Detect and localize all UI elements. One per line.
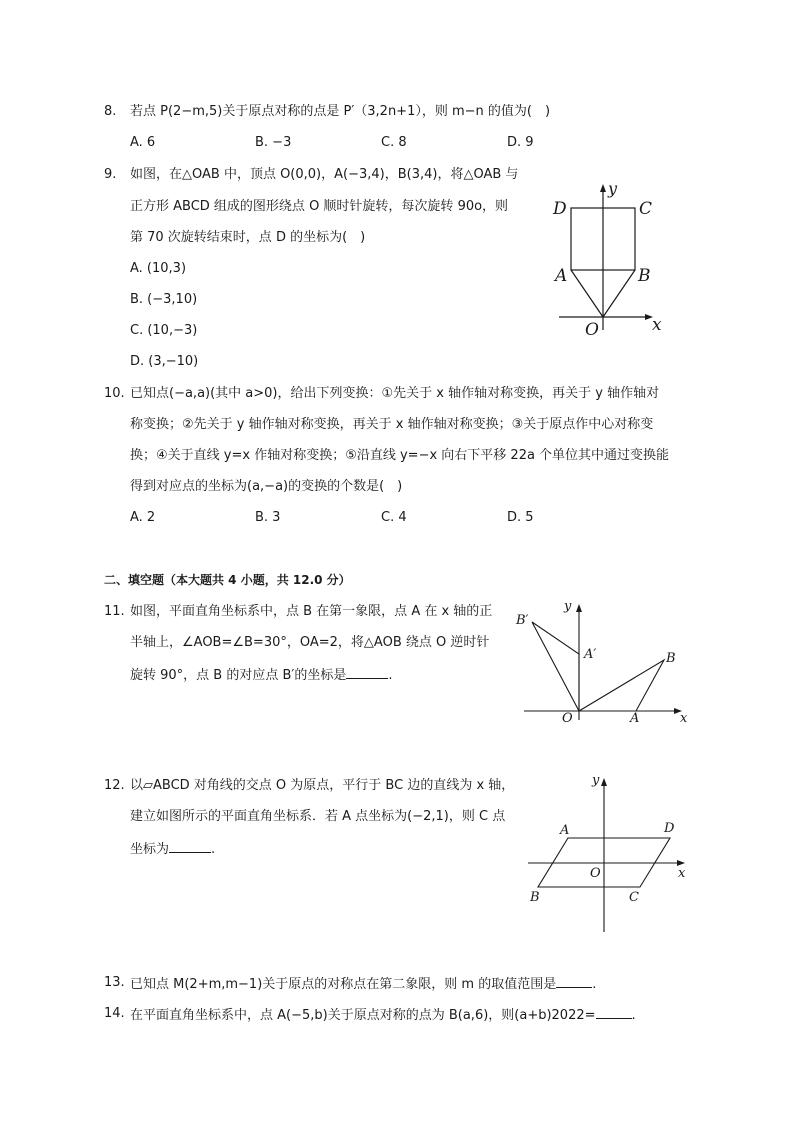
q9-label-o: O xyxy=(585,320,599,340)
question-9-line-1: 如图，在△OAB 中，顶点 O(0,0)，A(−3,4)，B(3,4)，将△OAB 与 xyxy=(130,167,519,182)
question-9-line-3: 第 70 次旋转结束时，点 D 的坐标为( ) xyxy=(130,230,366,245)
q11-figure xyxy=(512,596,692,732)
question-number-8: 8. xyxy=(104,104,117,119)
q10-option-a: A. 2 xyxy=(130,510,156,525)
q12-label-y: y xyxy=(592,773,600,788)
q10-option-b: B. 3 xyxy=(255,510,281,525)
question-14-stem xyxy=(130,1004,636,1026)
question-10-line-1: 已知点(−a,a)(其中 a>0)，给出下列变换：①先关于 x 轴作轴对称变换，再关于 y 轴作轴对 xyxy=(130,386,660,401)
q11-triangle-aob xyxy=(579,660,664,711)
q11-label-bprime: B′ xyxy=(516,613,529,628)
q13-answer-blank[interactable] xyxy=(556,973,592,988)
q11-y-arrow-icon xyxy=(576,604,582,612)
q11-label-b: B xyxy=(666,651,676,666)
question-number-12: 12. xyxy=(104,778,125,793)
question-number-13: 13. xyxy=(104,975,125,990)
q11-label-x: x xyxy=(680,711,688,726)
q13-tail: . xyxy=(592,977,597,992)
q12-label-c: C xyxy=(629,890,639,905)
q11-label-a: A xyxy=(630,711,640,726)
q9-option-c: C. (10,−3) xyxy=(130,323,198,338)
section-fill-in-title: 二、填空题（本大题共 4 小题，共 12.0 分） xyxy=(104,573,351,587)
q11-label-y: y xyxy=(564,599,572,614)
q8-option-c: C. 8 xyxy=(381,135,407,150)
q9-figure xyxy=(545,178,675,340)
q12-label-x: x xyxy=(678,866,686,881)
q11-label-aprime: A′ xyxy=(584,647,597,662)
question-10-line-4: 得到对应点的坐标为(a,−a)的变换的个数是( ) xyxy=(130,479,403,494)
q9-option-d: D. (3,−10) xyxy=(130,354,199,369)
question-12-line-1: 以▱ABCD 对角线的交点 O 为原点，平行于 BC 边的直线为 x 轴， xyxy=(130,778,515,793)
q11-tail: . xyxy=(388,668,393,683)
q9-label-c: C xyxy=(639,199,653,219)
q11-answer-blank[interactable] xyxy=(346,664,388,679)
question-11-line-3-text: 旋转 90°，点 B 的对应点 B′的坐标是 xyxy=(130,668,347,683)
question-number-11: 11. xyxy=(104,604,125,619)
q12-tail: . xyxy=(211,842,216,857)
question-13-stem xyxy=(130,973,596,995)
question-12-line-3-text: 坐标为 xyxy=(130,842,170,857)
question-number-10: 10. xyxy=(104,386,125,401)
q12-label-o: O xyxy=(590,866,601,881)
q10-option-c: C. 4 xyxy=(381,510,407,525)
q8-option-d: D. 9 xyxy=(507,135,534,150)
q12-y-arrow-icon xyxy=(601,778,607,786)
q14-tail: . xyxy=(631,1008,636,1023)
question-8-stem: 若点 P(2−m,5)关于原点对称的点是 P′（3,2n+1），则 m−n 的值为( ) xyxy=(130,104,551,119)
question-12-line-2: 建立如图所示的平面直角坐标系．若 A 点坐标为(−2,1)，则 C 点 xyxy=(130,809,506,824)
q11-triangle-rotated xyxy=(532,622,579,711)
q12-label-b: B xyxy=(530,890,540,905)
q10-option-d: D. 5 xyxy=(507,510,534,525)
question-11-line-2: 半轴上，∠AOB=∠B=30°，OA=2，将△AOB 绕点 O 逆时针 xyxy=(130,635,490,650)
q11-label-o: O xyxy=(562,711,573,726)
question-12-line-3 xyxy=(130,838,215,860)
q12-figure xyxy=(520,770,696,936)
q9-option-a: A. (10,3) xyxy=(130,261,187,276)
question-number-9: 9. xyxy=(104,167,117,182)
question-14-text: 在平面直角坐标系中，点 A(−5,b)关于原点对称的点为 B(a,6)，则(a+b)2022= xyxy=(130,1008,596,1023)
q14-answer-blank[interactable] xyxy=(596,1004,632,1019)
q12-answer-blank[interactable] xyxy=(169,838,211,853)
question-10-line-2: 称变换；②先关于 y 轴作轴对称变换，再关于 x 轴作轴对称变换；③关于原点作中心对称变 xyxy=(130,417,654,432)
question-11-line-3 xyxy=(130,664,393,686)
q9-label-b: B xyxy=(638,266,651,286)
question-10-line-3: 换；④关于直线 y=x 作轴对称变换；⑤沿直线 y=−x 向右下平移 22a 个单位其中通过变换能 xyxy=(130,448,670,463)
q9-label-d: D xyxy=(553,199,567,219)
q8-option-b: B. −3 xyxy=(255,135,292,150)
question-13-text: 已知点 M(2+m,m−1)关于原点的对称点在第二象限，则 m 的取值范围是 xyxy=(130,977,557,992)
question-11-line-1: 如图，平面直角坐标系中，点 B 在第一象限，点 A 在 x 轴的正 xyxy=(130,604,493,619)
q9-label-x: x xyxy=(652,315,662,335)
q8-option-a: A. 6 xyxy=(130,135,156,150)
question-9-line-2: 正方形 ABCD 组成的图形绕点 O 顺时针旋转，每次旋转 90o，则 xyxy=(130,199,509,214)
q12-label-d: D xyxy=(664,821,675,836)
q9-label-a: A xyxy=(555,266,568,286)
q12-label-a: A xyxy=(560,823,570,838)
q9-y-arrow-icon xyxy=(600,184,606,192)
q9-option-b: B. (−3,10) xyxy=(130,292,198,307)
q9-label-y: y xyxy=(608,179,618,198)
question-number-14: 14. xyxy=(104,1006,125,1021)
